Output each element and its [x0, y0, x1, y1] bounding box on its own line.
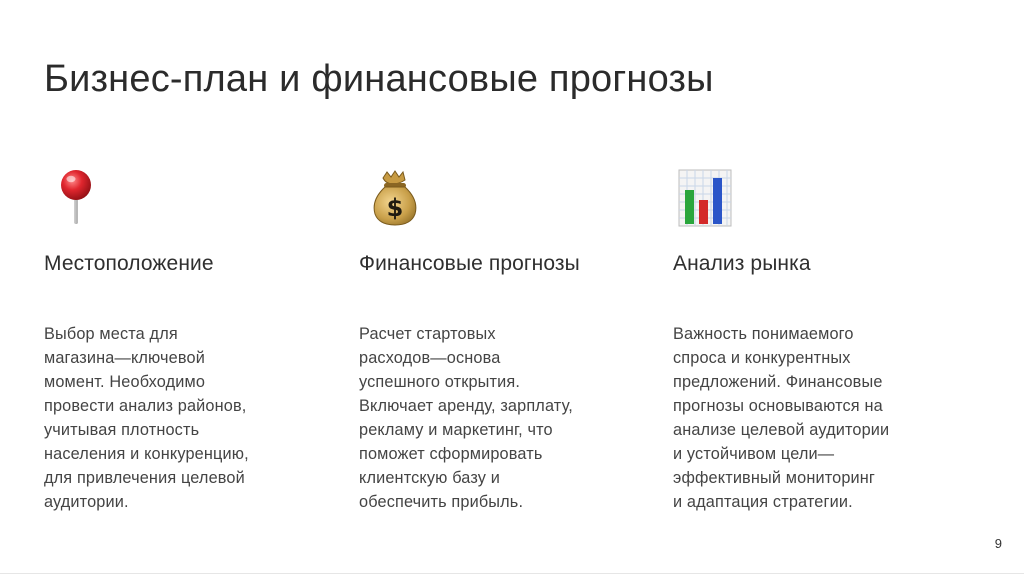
column-text: Важность понимаемого спроса и конкурентных предложений. Финансовые прогнозы основываются на анализе целевой аудитории и устойчивом цели— эффективный мониторинг и адаптация стратегии.: [673, 325, 890, 511]
svg-text:$: $: [386, 194, 404, 222]
round-pushpin-icon: [50, 168, 114, 230]
column-financial-forecasts: [359, 168, 649, 511]
column-heading: Финансовые прогнозы: [359, 252, 580, 275]
page-number: 9: [994, 536, 1002, 551]
bar-chart-icon: [677, 168, 741, 230]
column-location: [44, 168, 334, 511]
slide-title: Бизнес-план и финансовые прогнозы: [44, 58, 714, 100]
column-text: Выбор места для магазина—ключевой момент. Необходимо провести анализ районов, учитывая плотность населения и конкуренцию, для привлечения целевой аудитории.: [44, 325, 249, 511]
money-bag-icon: [365, 168, 429, 230]
column-heading: Местоположение: [44, 252, 214, 275]
column-text: Расчет стартовых расходов—основа успешного открытия. Включает аренду, зарплату, рекламу и маркетинг, что поможет сформировать клиентскую базу и обеспечить прибыль.: [359, 325, 573, 511]
column-heading: Анализ рынка: [673, 252, 811, 275]
column-market-analysis: [673, 168, 963, 511]
